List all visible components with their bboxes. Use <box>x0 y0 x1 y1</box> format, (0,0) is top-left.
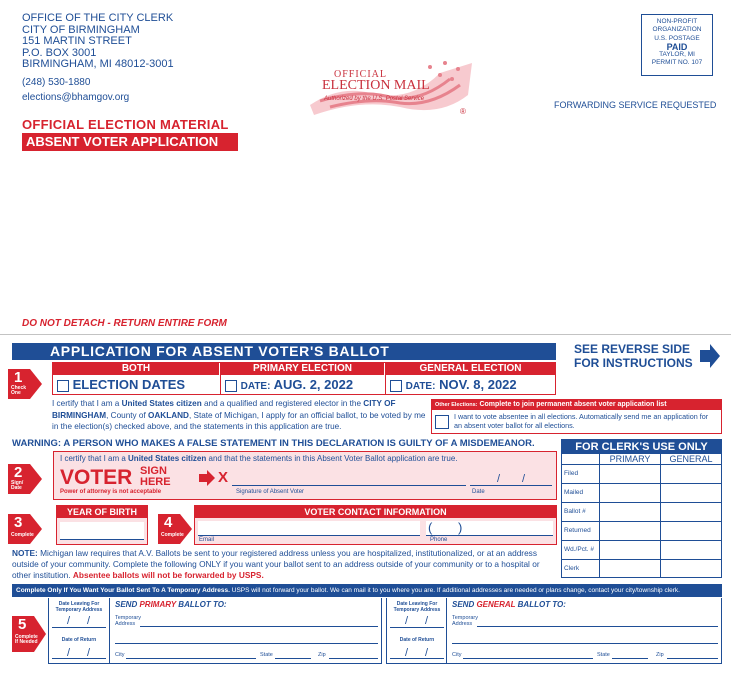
postage-line-2: ORGANIZATION <box>652 26 702 34</box>
general-date-return-label: Date of Return <box>399 637 435 643</box>
certify-paragraph: I certify that I am a United States citizen and a qualified and registered elector in the CITY OF BIRMINGHAM, County of OAKLAND, State of Michigan, I apply for an official ballot, to be voted by me in the election(s) checked above, and the statements in this application are true. <box>52 399 426 431</box>
postage-line-3: U.S. POSTAGE <box>654 34 700 42</box>
right-arrow-icon <box>700 344 720 368</box>
both-option[interactable] <box>57 377 185 392</box>
clerk-col-primary: PRIMARY <box>609 454 651 464</box>
postage-indicia <box>641 14 713 76</box>
step-3-marker <box>8 512 42 546</box>
general-checkbox[interactable] <box>390 380 402 392</box>
voter-label: VOTER <box>60 466 133 489</box>
phone-paren-close: ) <box>458 520 463 535</box>
signature-x: X <box>218 469 229 486</box>
forwarding-notice: FORWARDING SERVICE REQUESTED <box>554 100 717 110</box>
sender-email: elections@bhamgov.org <box>22 92 130 103</box>
signature-input[interactable] <box>232 470 466 486</box>
phone-input[interactable] <box>426 521 553 536</box>
general-option[interactable] <box>390 377 517 392</box>
step-5-label: Complete If Needed <box>15 634 38 645</box>
step-2-number: 2 <box>14 464 23 481</box>
sender-line-1: OFFICE OF THE CITY CLERK <box>22 12 174 24</box>
clerk-primary-cell[interactable] <box>600 559 660 578</box>
primary-header: PRIMARY ELECTION <box>221 363 384 375</box>
sender-address <box>22 13 174 104</box>
sender-line-4: P.O. BOX 3001 <box>22 46 97 59</box>
general-state-label: State <box>597 652 610 658</box>
logo-reg: ® <box>460 107 466 116</box>
clerk-row-divider <box>562 483 721 484</box>
warning-text: WARNING: A PERSON WHO MAKES A FALSE STATEMENT IN THIS DECLARATION IS GUILTY OF A MISDEMEANOR. <box>12 438 535 449</box>
primary-state-label: State <box>260 652 273 658</box>
date-slash-2: / <box>522 473 526 485</box>
primary-state-input[interactable] <box>275 649 311 659</box>
step-4-number: 4 <box>164 514 173 531</box>
general-temp-address-line-2[interactable] <box>452 630 718 644</box>
logo-official: OFFICIAL <box>334 69 388 80</box>
clerk-primary-cell[interactable] <box>600 540 660 559</box>
primary-date: AUG. 2, 2022 <box>273 377 354 392</box>
step-3-label: Complete <box>11 532 34 538</box>
primary-date-return-label: Date of Return <box>61 637 97 643</box>
primary-temp-address-input[interactable] <box>140 613 378 627</box>
clerk-use-title: FOR CLERK'S USE ONLY <box>562 440 721 454</box>
general-temp-address-label: Temporary Address <box>452 615 478 627</box>
general-city-input[interactable] <box>463 649 593 659</box>
step-1-number: 1 <box>14 369 23 386</box>
postage-line-6: PERMIT NO. 107 <box>651 59 703 67</box>
general-date-leaving-input[interactable] <box>390 614 444 628</box>
clerk-primary-cell[interactable] <box>600 502 660 521</box>
election-mail-logo <box>300 55 478 121</box>
signature-date-input[interactable] <box>470 470 552 486</box>
sender-line-2: CITY OF BIRMINGHAM <box>22 23 140 36</box>
step-1-label: Check One <box>11 385 27 396</box>
step-2-label: Sign/ Date <box>11 480 24 491</box>
sender-line-3: 151 MARTIN STREET <box>22 35 132 47</box>
primary-date-leaving-label: Date Leaving For Temporary Address <box>55 601 103 613</box>
primary-option[interactable] <box>225 377 353 392</box>
see-reverse-line-2: FOR INSTRUCTIONS <box>574 356 693 370</box>
postage-line-5: TAYLOR, MI <box>659 51 695 59</box>
other-elections-header: Other Elections: Complete to join permanent absent voter application list <box>432 400 721 410</box>
year-of-birth-input[interactable] <box>60 522 144 540</box>
primary-city-input[interactable] <box>126 649 256 659</box>
primary-date-leaving-input[interactable] <box>52 614 106 628</box>
step-5-marker <box>12 614 46 648</box>
clerk-general-cell[interactable] <box>661 464 721 483</box>
see-reverse-line-1: SEE REVERSE SIDE <box>574 342 691 356</box>
clerk-general-cell[interactable] <box>661 559 721 578</box>
clerk-row-label: Returned <box>564 527 591 534</box>
clerk-row-divider <box>562 521 721 522</box>
step-4-marker <box>158 512 192 546</box>
perforation-line <box>0 334 731 335</box>
see-reverse <box>574 342 693 370</box>
sender-phone: (248) 530-1880 <box>22 76 91 88</box>
general-send-to: SEND GENERAL BALLOT TO: <box>452 600 566 609</box>
permanent-list-checkbox[interactable] <box>435 415 449 429</box>
general-date-prefix: DATE: <box>405 381 436 392</box>
primary-checkbox[interactable] <box>225 380 237 392</box>
step-5-number: 5 <box>18 616 27 633</box>
official-material-label: OFFICIAL ELECTION MATERIAL <box>22 117 229 132</box>
general-state-input[interactable] <box>612 649 648 659</box>
logo-election-mail: ELECTION MAIL <box>322 78 430 93</box>
logo-authorized: Authorized by the U.S. Postal Service <box>324 96 425 102</box>
step-2-marker <box>8 462 42 496</box>
general-zip-input[interactable] <box>667 649 718 659</box>
both-checkbox[interactable] <box>57 380 69 392</box>
clerk-row-label: Clerk <box>564 565 580 572</box>
primary-date-prefix: DATE: <box>240 381 271 392</box>
general-temp-address-input[interactable] <box>477 613 718 627</box>
form-title: APPLICATION FOR ABSENT VOTER'S BALLOT <box>50 343 390 359</box>
primary-temp-address-line-2[interactable] <box>115 630 378 644</box>
clerk-primary-cell[interactable] <box>600 464 660 483</box>
general-zip-label: Zip <box>656 652 664 658</box>
primary-temp-address-label: Temporary Address <box>115 615 141 627</box>
clerk-col-general: GENERAL <box>669 454 713 464</box>
postage-line-4: PAID <box>666 41 688 52</box>
poa-note: Power of attorney is not acceptable <box>60 489 162 495</box>
sign-arrow-icon <box>199 470 215 486</box>
primary-send-to: SEND PRIMARY BALLOT TO: <box>115 600 227 609</box>
clerk-row-label: Ballot # <box>564 508 586 515</box>
primary-city-label: City <box>115 652 125 658</box>
clerk-row-label: Wd./Pct. # <box>564 546 594 553</box>
temp-address-bar: Complete Only If You Want Your Ballot Sent To A Temporary Address. USPS will not forward your ballot. We can mail it to you where you are. If additional addresses are needed or plans change, contact your city/township clerk. <box>12 584 722 597</box>
postage-line-1: NON-PROFIT <box>656 18 698 25</box>
note-paragraph: NOTE: Michigan law requires that A.V. Ballots be sent to your registered address unless you are hospitalized, institutionalized, or at an address outside of your community. Complete the following ONLY if you want your ballot sent to an address outside of your community or to a hospital or other institution. Absentee ballots will not be forwarded by USPS. <box>12 548 540 580</box>
absent-voter-application-banner: ABSENT VOTER APPLICATION <box>22 133 238 151</box>
date-caption: Date <box>472 489 485 495</box>
email-input[interactable] <box>198 521 420 536</box>
step-4-label: Complete <box>161 532 184 538</box>
signature-certify: I certify that I am a United States citizen and that the statements in this Absent Voter Ballot application are true. <box>60 454 458 463</box>
clerk-general-cell[interactable] <box>661 540 721 559</box>
step-3-number: 3 <box>14 514 23 531</box>
clerk-general-cell[interactable] <box>661 483 721 502</box>
general-city-label: City <box>452 652 462 658</box>
general-header: GENERAL ELECTION <box>386 363 555 375</box>
clerk-primary-cell[interactable] <box>600 483 660 502</box>
primary-zip-label: Zip <box>318 652 326 658</box>
both-header: BOTH <box>53 363 219 375</box>
clerk-row-divider <box>562 502 721 503</box>
clerk-row-divider <box>562 540 721 541</box>
clerk-row-label: Mailed <box>564 489 584 496</box>
general-date-leaving-label: Date Leaving For Temporary Address <box>393 601 441 613</box>
phone-paren-open: ( <box>428 520 433 535</box>
email-caption: Email <box>199 537 215 543</box>
date-slash-1: / <box>497 473 501 485</box>
signature-caption: Signature of Absent Voter <box>236 489 305 495</box>
clerk-row-divider <box>562 559 721 560</box>
clerk-primary-cell[interactable] <box>600 521 660 540</box>
phone-caption: Phone <box>430 537 448 543</box>
clerk-general-cell[interactable] <box>661 502 721 521</box>
primary-date-return-input[interactable] <box>52 645 106 659</box>
sign-here-label: SIGN HERE <box>140 465 171 488</box>
step-1-marker <box>8 367 42 401</box>
primary-zip-input[interactable] <box>329 649 378 659</box>
general-date: NOV. 8, 2022 <box>439 377 517 392</box>
year-of-birth-header: YEAR OF BIRTH <box>57 506 147 518</box>
clerk-row-label: Filed <box>564 470 579 477</box>
general-date-return-input[interactable] <box>390 645 444 659</box>
contact-header: VOTER CONTACT INFORMATION <box>195 506 556 518</box>
both-text: ELECTION DATES <box>72 377 186 392</box>
sender-line-5: BIRMINGHAM, MI 48012-3001 <box>22 58 174 70</box>
do-not-detach: DO NOT DETACH - RETURN ENTIRE FORM <box>22 318 227 329</box>
permanent-list-text: I want to vote absentee in all elections. Automatically send me an application for an absent voter ballot for all elections. <box>454 412 709 430</box>
clerk-general-cell[interactable] <box>661 521 721 540</box>
